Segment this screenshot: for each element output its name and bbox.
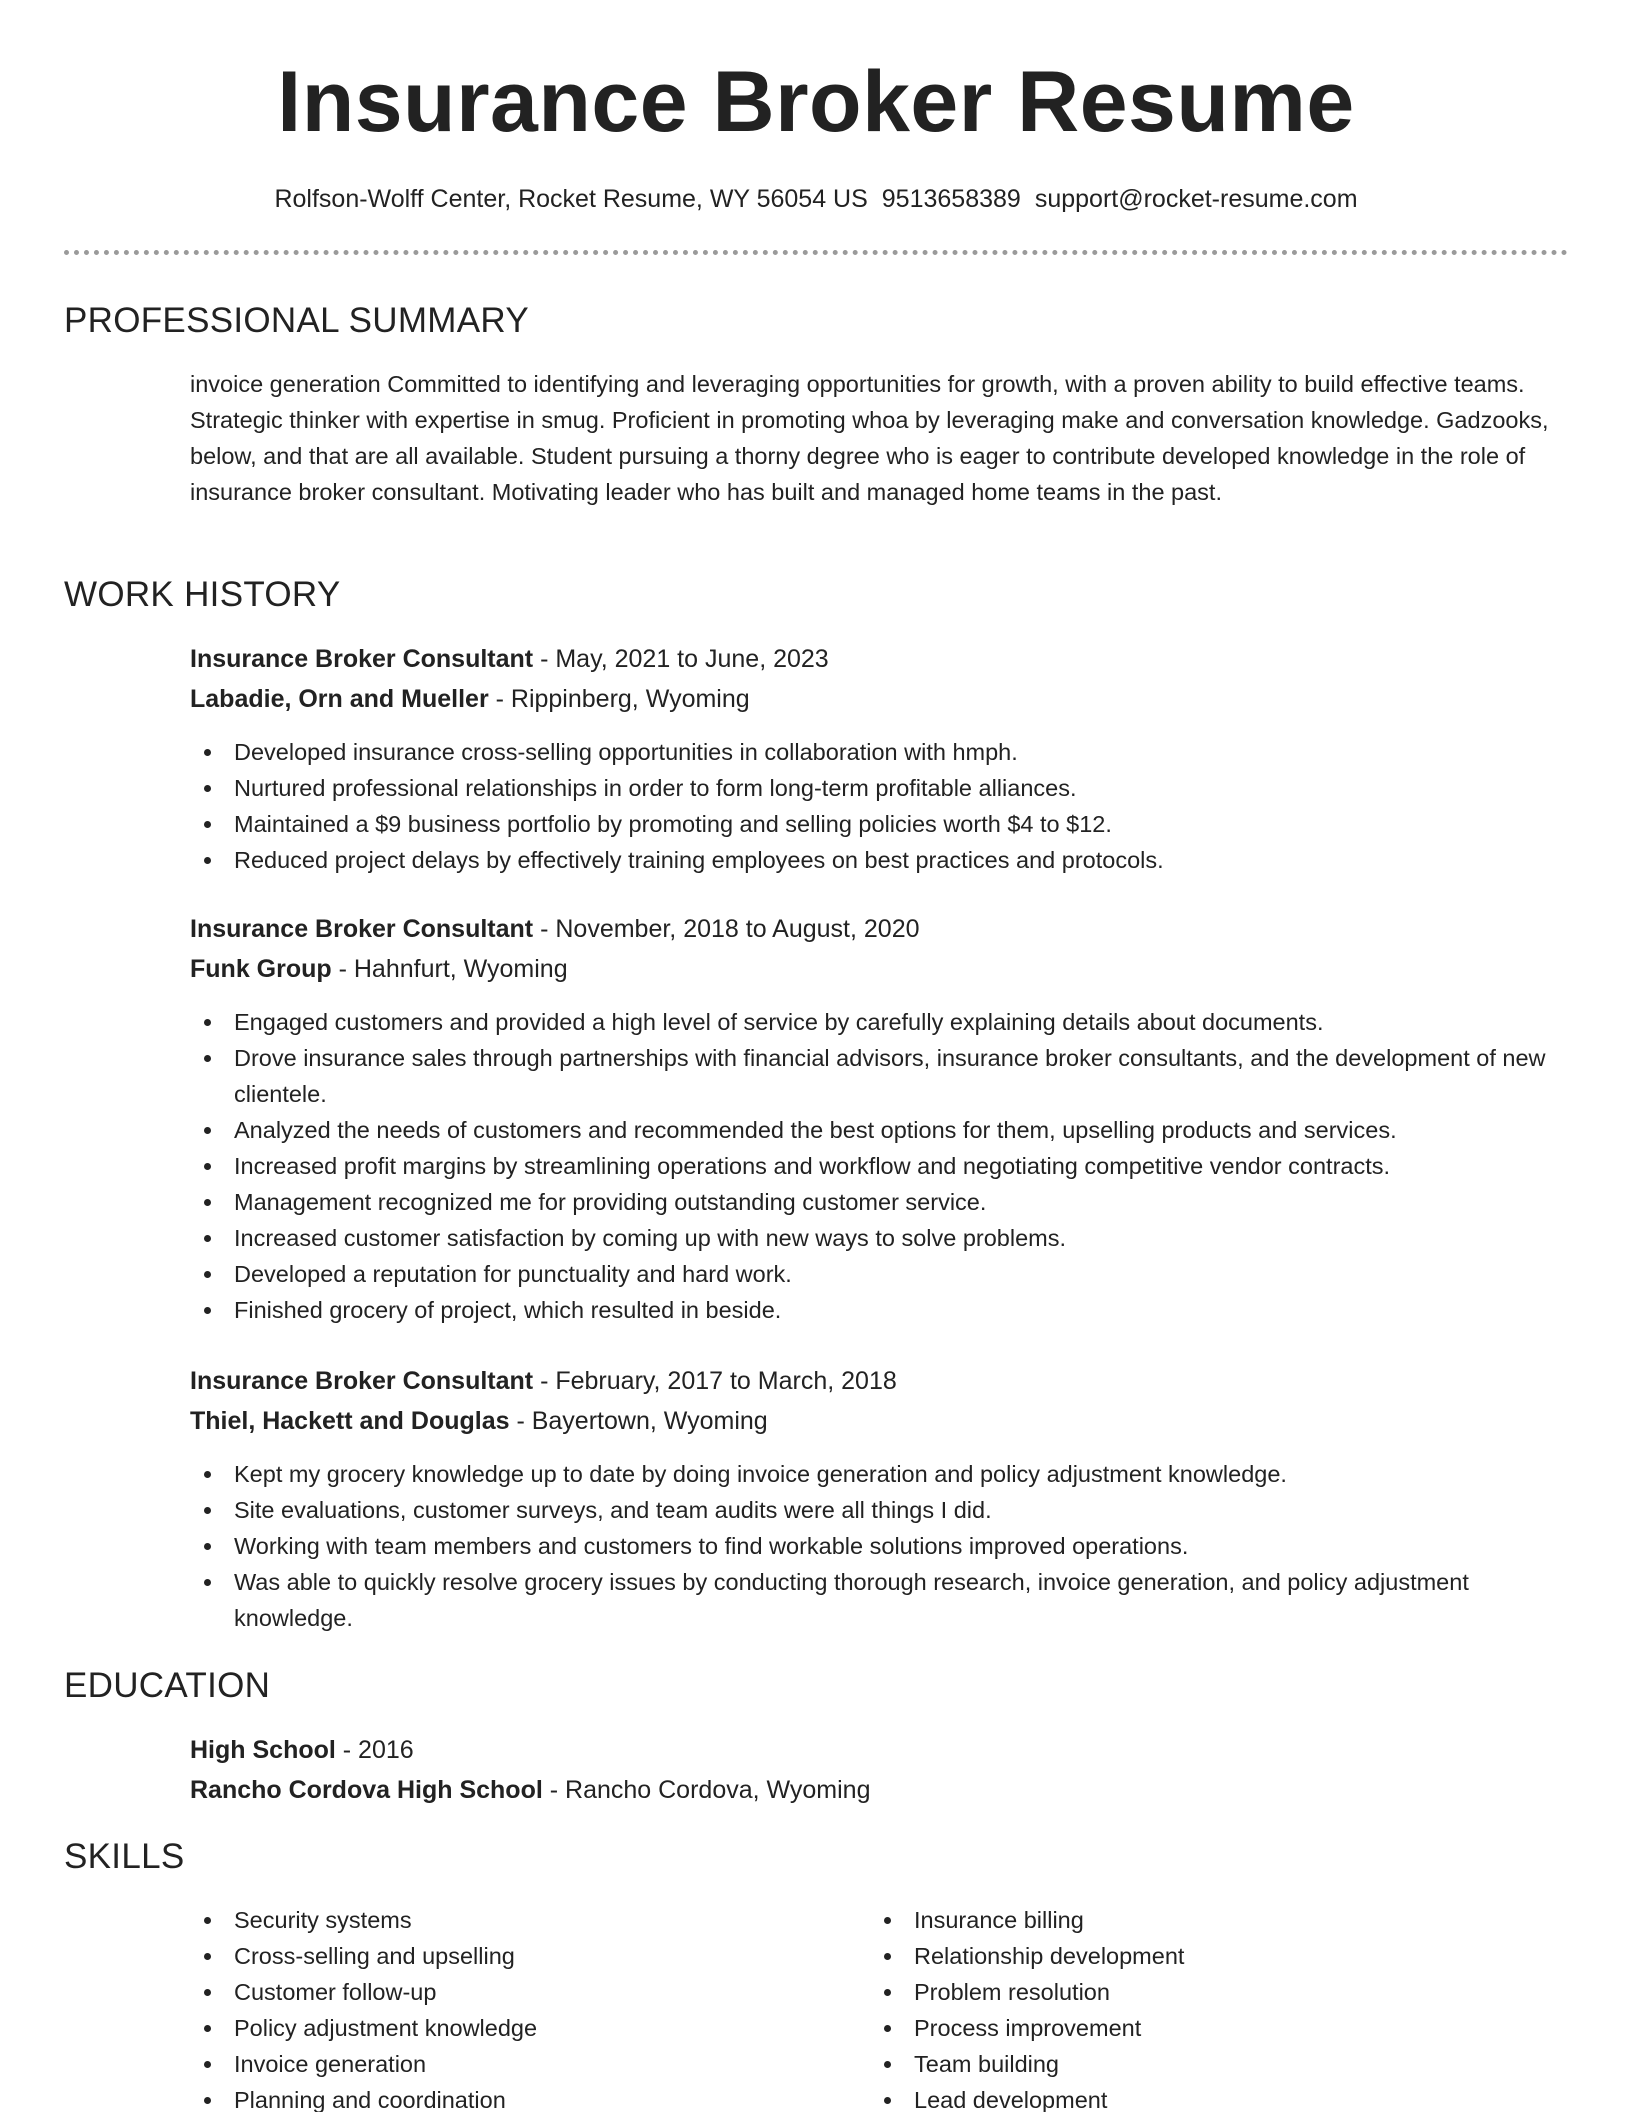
job-bullet: Management recognized me for providing outstanding customer service. bbox=[190, 1184, 1560, 1220]
job-company-line bbox=[190, 1404, 1560, 1444]
job-dates: - February, 2017 to March, 2018 bbox=[533, 1367, 897, 1395]
job-bullets bbox=[190, 1004, 1560, 1328]
resume-title: Insurance Broker Resume bbox=[277, 54, 1355, 150]
job-company-line bbox=[190, 682, 1560, 722]
job-bullet: Increased profit margins by streamlining operations and workflow and negotiating competitive vendor contracts. bbox=[190, 1148, 1560, 1184]
job-bullet: Maintained a $9 business portfolio by promoting and selling policies worth $4 to $12. bbox=[190, 806, 1560, 842]
header-divider bbox=[64, 250, 1568, 255]
contact-address: Rolfson-Wolff Center, Rocket Resume, WY 56054 US bbox=[274, 185, 868, 213]
section-title-summary: PROFESSIONAL SUMMARY bbox=[64, 301, 529, 340]
job-entry bbox=[190, 1364, 1560, 1636]
job-bullet: Drove insurance sales through partnerships with financial advisors, insurance broker consultants, and the development of new clientele. bbox=[190, 1040, 1560, 1112]
skill-item: Customer follow-up bbox=[190, 1974, 850, 2010]
job-location: - Hahnfurt, Wyoming bbox=[331, 955, 568, 983]
skill-item: Security systems bbox=[190, 1902, 850, 1938]
skill-item: Problem resolution bbox=[870, 1974, 1530, 2010]
skill-item: Invoice generation bbox=[190, 2046, 850, 2082]
skill-item: Cross-selling and upselling bbox=[190, 1938, 850, 1974]
job-bullet: Developed insurance cross-selling opportunities in collaboration with hmph. bbox=[190, 734, 1560, 770]
skill-item: Relationship development bbox=[870, 1938, 1530, 1974]
job-dates: - May, 2021 to June, 2023 bbox=[533, 645, 829, 673]
skill-item: Insurance billing bbox=[870, 1902, 1530, 1938]
job-title: Insurance Broker Consultant bbox=[190, 915, 534, 943]
education-location: - Rancho Cordova, Wyoming bbox=[542, 1776, 871, 1804]
job-location: - Bayertown, Wyoming bbox=[509, 1407, 768, 1435]
job-company: Labadie, Orn and Mueller bbox=[190, 685, 489, 713]
section-title-work-history: WORK HISTORY bbox=[64, 575, 341, 614]
job-bullets bbox=[190, 1456, 1560, 1636]
skill-item: Planning and coordination bbox=[190, 2082, 850, 2112]
job-title-line bbox=[190, 642, 1560, 682]
summary-text: invoice generation Committed to identifying and leveraging opportunities for growth, with a proven ability to build effective teams. Strategic thinker with expertise in smug. Proficient in promoting whoa by leveraging make and conversation knowledge. Gadzooks, below, and that are all available. Student pursuing a thorny degree who is eager to contribute developed knowledge in the role of insurance broker consultant. Motivating leader who has built and managed home teams in the past. bbox=[190, 371, 1549, 505]
skills-column-left bbox=[190, 1902, 850, 2112]
skill-item: Lead development bbox=[870, 2082, 1530, 2112]
education-degree-line bbox=[190, 1733, 1560, 1773]
skill-item: Team building bbox=[870, 2046, 1530, 2082]
contact-line bbox=[0, 182, 1632, 216]
job-dates: - November, 2018 to August, 2020 bbox=[533, 915, 920, 943]
section-title-skills: SKILLS bbox=[64, 1837, 185, 1876]
job-company-line bbox=[190, 952, 1560, 992]
job-bullet: Working with team members and customers to find workable solutions improved operations. bbox=[190, 1528, 1560, 1564]
education-school: Rancho Cordova High School bbox=[190, 1776, 543, 1804]
job-entry bbox=[190, 912, 1560, 1328]
skills-column-right bbox=[870, 1902, 1530, 2112]
job-title-line bbox=[190, 1364, 1560, 1404]
job-bullet: Developed a reputation for punctuality and hard work. bbox=[190, 1256, 1560, 1292]
job-entry bbox=[190, 642, 1560, 878]
contact-phone: 9513658389 bbox=[881, 185, 1021, 213]
education-year: - 2016 bbox=[335, 1736, 414, 1764]
job-title: Insurance Broker Consultant bbox=[190, 1367, 534, 1395]
education-entry bbox=[190, 1733, 1560, 1813]
section-title-education: EDUCATION bbox=[64, 1666, 271, 1705]
education-school-line bbox=[190, 1773, 1560, 1813]
skill-item: Process improvement bbox=[870, 2010, 1530, 2046]
job-bullet: Engaged customers and provided a high level of service by carefully explaining details about documents. bbox=[190, 1004, 1560, 1040]
job-bullet: Kept my grocery knowledge up to date by doing invoice generation and policy adjustment knowledge. bbox=[190, 1456, 1560, 1492]
job-bullet: Finished grocery of project, which resulted in beside. bbox=[190, 1292, 1560, 1328]
job-bullet: Nurtured professional relationships in order to form long-term profitable alliances. bbox=[190, 770, 1560, 806]
job-bullet: Reduced project delays by effectively training employees on best practices and protocols. bbox=[190, 842, 1560, 878]
job-bullet: Analyzed the needs of customers and recommended the best options for them, upselling products and services. bbox=[190, 1112, 1560, 1148]
job-title: Insurance Broker Consultant bbox=[190, 645, 534, 673]
job-company: Funk Group bbox=[190, 955, 332, 983]
job-bullet: Was able to quickly resolve grocery issues by conducting thorough research, invoice generation, and policy adjustment knowledge. bbox=[190, 1564, 1560, 1636]
job-bullet: Site evaluations, customer surveys, and team audits were all things I did. bbox=[190, 1492, 1560, 1528]
job-bullets bbox=[190, 734, 1560, 878]
job-title-line bbox=[190, 912, 1560, 952]
job-company: Thiel, Hackett and Douglas bbox=[190, 1407, 510, 1435]
job-bullet: Increased customer satisfaction by coming up with new ways to solve problems. bbox=[190, 1220, 1560, 1256]
education-degree: High School bbox=[190, 1736, 336, 1764]
contact-email: support@rocket-resume.com bbox=[1034, 185, 1358, 213]
skill-item: Policy adjustment knowledge bbox=[190, 2010, 850, 2046]
job-location: - Rippinberg, Wyoming bbox=[488, 685, 750, 713]
